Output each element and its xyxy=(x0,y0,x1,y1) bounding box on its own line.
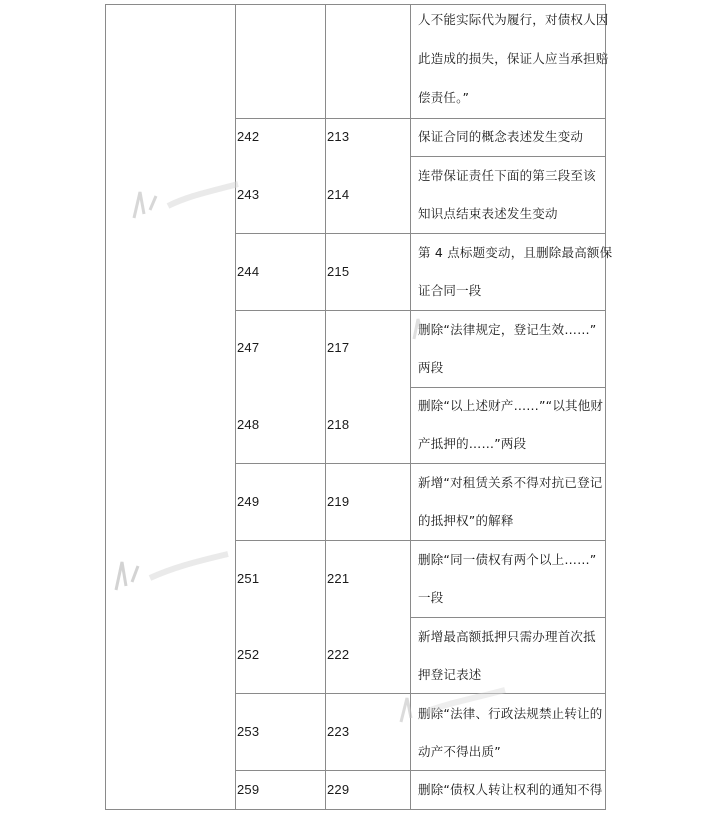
new-page-number: 213 xyxy=(327,129,350,144)
change-description-line: 动产不得出质” xyxy=(418,744,501,759)
watermark-smudge xyxy=(128,170,248,230)
new-page-number: 217 xyxy=(327,340,350,355)
column-divider-2 xyxy=(325,4,326,810)
change-description-line: 删除“以上述财产……”“以其他财 xyxy=(418,398,604,413)
old-page-number: 252 xyxy=(237,647,260,662)
table-border-bottom xyxy=(105,809,606,810)
change-description-line: 证合同一段 xyxy=(418,283,482,298)
old-page-number: 248 xyxy=(237,417,260,432)
old-page-number: 249 xyxy=(237,494,260,509)
row-divider xyxy=(235,463,606,464)
new-page-number: 221 xyxy=(327,571,350,586)
column-divider-1 xyxy=(235,4,236,810)
change-description-line: 新增最高额抵押只需办理首次抵 xyxy=(418,629,596,644)
row-divider xyxy=(235,540,606,541)
change-description-line: 人不能实际代为履行，对债权人因 xyxy=(418,12,609,27)
change-description-line: 两段 xyxy=(418,360,444,375)
change-description-line: 偿责任。” xyxy=(418,90,470,105)
old-page-number: 247 xyxy=(237,340,260,355)
old-page-number: 253 xyxy=(237,724,260,739)
new-page-number: 222 xyxy=(327,647,350,662)
new-page-number: 223 xyxy=(327,724,350,739)
change-description-line: 产抵押的……”两段 xyxy=(418,436,527,451)
table-border-top xyxy=(105,4,606,5)
old-page-number: 242 xyxy=(237,129,260,144)
old-page-number: 251 xyxy=(237,571,260,586)
change-description-line: 保证合同的概念表述发生变动 xyxy=(418,129,584,144)
new-page-number: 218 xyxy=(327,417,350,432)
new-page-number: 215 xyxy=(327,264,350,279)
change-description-line: 第 4 点标题变动，且删除最高额保 xyxy=(418,245,613,260)
change-description-line: 删除“同一债权有两个以上……” xyxy=(418,552,597,567)
row-divider xyxy=(235,233,606,234)
old-page-number: 243 xyxy=(237,187,260,202)
change-description-line: 删除“法律、行政法规禁止转让的 xyxy=(418,706,603,721)
watermark-smudge xyxy=(408,305,468,345)
change-description-line: 押登记表述 xyxy=(418,667,482,682)
old-page-number: 244 xyxy=(237,264,260,279)
change-description-line: 此造成的损失，保证人应当承担赔 xyxy=(418,51,609,66)
old-page-number: 259 xyxy=(237,782,260,797)
row-divider xyxy=(410,617,606,618)
watermark-smudge xyxy=(395,680,515,730)
change-description-line: 删除“债权人转让权利的通知不得 xyxy=(418,782,603,797)
new-page-number: 214 xyxy=(327,187,350,202)
new-page-number: 219 xyxy=(327,494,350,509)
change-description-line: 删除“法律规定，登记生效……” xyxy=(418,322,597,337)
change-description-line: 新增“对租赁关系不得对抗已登记 xyxy=(418,475,603,490)
row-divider xyxy=(235,770,606,771)
watermark-smudge xyxy=(110,540,240,600)
row-divider xyxy=(235,118,606,119)
change-description-line: 连带保证责任下面的第三段至该 xyxy=(418,168,596,183)
row-divider xyxy=(410,156,606,157)
change-description-line: 一段 xyxy=(418,590,444,605)
new-page-number: 229 xyxy=(327,782,350,797)
change-description-line: 知识点结束表述发生变动 xyxy=(418,206,558,221)
table-border-right xyxy=(605,4,606,810)
table-border-left xyxy=(105,4,106,810)
row-divider xyxy=(410,387,606,388)
change-description-line: 的抵押权”的解释 xyxy=(418,513,514,528)
